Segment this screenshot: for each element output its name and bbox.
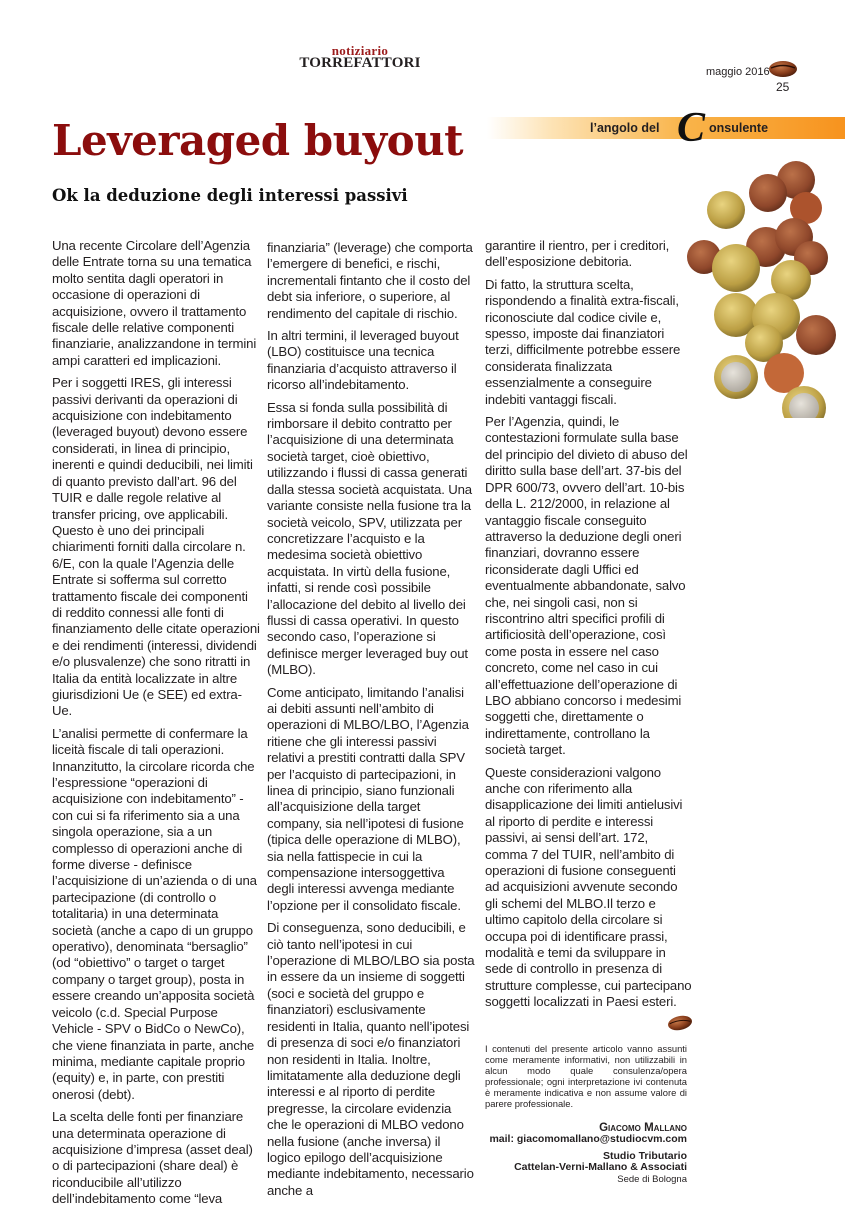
masthead-logo bbox=[298, 44, 422, 71]
section-banner bbox=[487, 105, 845, 151]
studio-name-2: Cattelan-Verni-Mallano & Associati bbox=[514, 1161, 687, 1174]
banner-initial: C bbox=[677, 105, 706, 151]
end-mark bbox=[485, 1015, 693, 1031]
studio-name-1: Studio Tributario bbox=[603, 1149, 687, 1162]
author-email[interactable]: mail: giacomomallano@studiocvm.com bbox=[489, 1133, 687, 1146]
paragraph: Queste considerazioni valgono anche con riferimento alla disapplicazione dei limiti antielusivi al riporto di perdite e interessi passivi, ai sensi dell’art. 172, comma 7 del TUIR, nell’ambito di operazioni di fusione conseguenti ad acquisizioni avvenute secondo gli schemi del MLBO.Il terzo e ultimo capitolo della circolare si occupa poi di identificare prassi, modalità e temi da sviluppare in sede di controllo in presenza di strutture complesse, cui partecipano soggetti localizzati in Paesi esteri. bbox=[485, 764, 692, 1010]
euro-coins-illustration bbox=[686, 150, 854, 418]
paragraph: L’analisi permette di confermare la liceità fiscale di tali operazioni. Innanzitutto, la circolare ricorda che l’espressione “operazioni di acquisizione con indebitamento” - con cui si fa riferimento sia a una singola operazione, sia a un complesso di operazioni anche di forme diverse - definisce l’acquisizione di un’azienda o di una partecipazione (di controllo o totalitaria) in una determinata società (anche a capo di un gruppo operativo), denominata “bersaglio” (od “obiettivo” o target o target company o target group), posta in essere creando un’apposita società veicolo (c.d. Special Purpose Vehicle - SPV o BidCo o NewCo), che viene finanziata in parte, anche minima, mediante capitale proprio (equity) e, in parte, con prestiti onerosi (debt). bbox=[52, 725, 257, 1102]
author-signature bbox=[485, 1123, 687, 1186]
paragraph: La scelta delle fonti per finanziare una determinata operazione di acquisizione d’impresa (asset deal) o di partecipazioni (share deal) è riconducibile all’utilizzo dell’indebitamento come “leva bbox=[52, 1109, 253, 1207]
article-title: Leveraged buyout bbox=[52, 116, 464, 165]
article-column-3 bbox=[485, 238, 693, 1185]
article-column-1 bbox=[52, 238, 260, 1214]
coffee-bean-icon bbox=[667, 1015, 693, 1031]
article-column-2 bbox=[267, 240, 475, 1205]
page-number: 25 bbox=[776, 80, 790, 94]
paragraph: Come anticipato, limitando l’analisi ai debiti assunti nell’ambito di operazioni di MLBO/LBO, l’Agenzia ritiene che gli interessi passivi relativi a prestiti contratti dalla SPV per l’acquisto di partecipazioni, in linea di principio, siano funzionali all’acquisizione della target company, sia nell’ipotesi di fusione (tipica delle operazione di MLBO), sia nella fattispecie in cui la compensazione intersoggettiva degli interessi avvenga mediante l’opzione per il consolidato fiscale. bbox=[267, 684, 469, 913]
coin bbox=[687, 161, 836, 418]
paragraph: Una recente Circolare dell’Agenzia delle Entrate torna su una tematica molto sentita dagli operatori in occasione di operazioni di acquisizione, ovvero il trattamento fiscale delle relative componenti finanziarie, analizzandone in termini ampi caratteri ed implicazioni. bbox=[52, 238, 257, 368]
banner-label-prefix: l’angolo del bbox=[590, 121, 660, 135]
paragraph: garantire il rientro, per i creditori, dell’esposizione debitoria. bbox=[485, 238, 670, 270]
paragraph: Di conseguenza, sono deducibili, e ciò tanto nell’ipotesi in cui l’operazione di MLBO/LBO sia posta in essere da un insieme di soggetti (soci e società del gruppo e finanziatori) esclusivamente residenti in Italia, quanto nell’ipotesi di presenza di soci e/o finanziatori non residenti in Italia. Inoltre, limitatamente alla deduzione degli interessi e al riporto di perdite pregresse, la circolare evidenzia che le operazioni di MLBO vedono nella fusione (anche inversa) il logico epilogo dell’acquisizione mediante indebitamento, necessario anche a bbox=[267, 920, 475, 1198]
disclaimer: I contenuti del presente articolo vanno assunti come meramente informativi, non utilizzabili in alcun modo quale consulenza/opera professionale; ogni interpretazione ivi contenuta è meramente indicativa e non assume valore di parere professionale. bbox=[485, 1042, 687, 1109]
paragraph: Di fatto, la struttura scelta, rispondendo a finalità extra-fiscali, riconosciute dal codice civile e, spesso, imposte dai finanziatori terzi, difficilmente potrebbe essere considerata finalizzata essenzialmente a conseguire indebiti vantaggi fiscali. bbox=[485, 276, 681, 407]
author-name: Giacomo Mallano bbox=[599, 1121, 687, 1134]
paragraph: Essa si fonda sulla possibilità di rimborsare il debito contratto per l’acquisizione di una determinata società target, cioè obiettivo, utilizzando i flussi di cassa generati dalla stessa società acquistata. Una variante consiste nella fusione tra la società veicolo, SPV, utilizzata per concretizzare l’acquisto e la medesima società obiettivo acquistata. In virtù della fusione, infatti, si rende così possibile l’allocazione del debito al livello dei flussi di cassa operativi. In questo secondo caso, l’operazione si definisce merger leveraged buy out (MLBO). bbox=[267, 399, 472, 678]
article-subtitle: Ok la deduzione degli interessi passivi bbox=[52, 186, 408, 205]
paragraph: Per l’Agenzia, quindi, le contestazioni formulate sulla base del principio del divieto di abuso del diritto sulla base dell’art. 37-bis del DPR 600/73, ovvero dell’art. 10-bis della L. 212/2000, in relazione al vantaggio fiscale conseguito attraverso la deduzione degli oneri finanziari, dovranno essere riconsiderate dagli Uffici ed eventualmente abbandonate, salvo che, nei singoli casi, non si riscontrino altri specifici profili di artificiosità dell’operazione, così come posta in essere nel caso concreto, come nel caso in cui all’effettuazione dell’operazione di LBO abbiano concorso i medesimi soggetti che, direttamente o indirettamente, controllano la società target. bbox=[485, 414, 688, 758]
paragraph: Per i soggetti IRES, gli interessi passivi derivanti da operazioni di acquisizione con indebitamento (leveraged buyout) devono essere considerati, in linea di principio, inerenti e quindi deducibili, nei limiti di quanto previsto dall’art. 96 del TUIR e dalle regole relative al transfer pricing, ove applicabili. Questo è uno dei principali chiarimenti forniti dalla circolare n. 6/E, con la quale l’Agenzia delle Entrate si sofferma sul corretto trattamento fiscale dei componenti di reddito connessi alle fonti di finanziamento delle citate operazioni e dei rendimenti (interessi, dividendi e/o plusvalenze) che sono ritratti in Italia da entità localizzate in altre giurisdizioni Ue (e SEE) ed extra-Ue. bbox=[52, 375, 260, 719]
studio-location: Sede di Bologna bbox=[617, 1173, 687, 1185]
coffee-bean-icon bbox=[768, 60, 798, 78]
masthead-sub: notiziario bbox=[331, 43, 389, 58]
banner-label-rest: onsulente bbox=[709, 121, 769, 135]
issue-date: maggio 2016 bbox=[706, 66, 770, 78]
masthead-main: TORREFATTORI bbox=[299, 55, 421, 71]
paragraph: In altri termini, il leveraged buyout (LBO) costituisce una tecnica finanziaria d’acquisto attraverso il ricorso all’indebitamento. bbox=[267, 328, 459, 393]
paragraph: finanziaria” (leverage) che comporta l’emergere di benefici, e rischi, incrementali fintanto che il costo del debt sia inferiore, o superiore, al rendimento del capitale di rischio. bbox=[267, 240, 473, 321]
